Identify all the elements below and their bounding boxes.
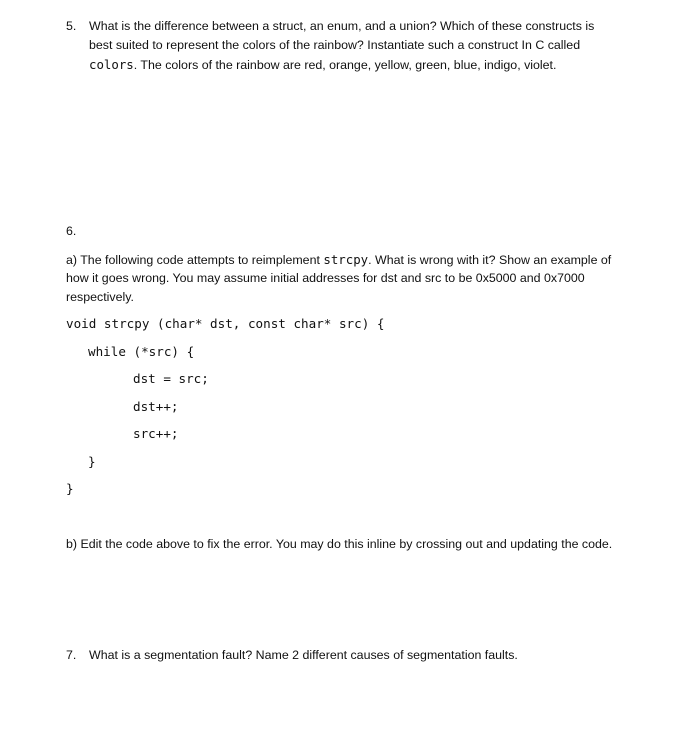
q6a-text-line3: respectively. [66, 290, 134, 304]
code-inc-src-line: src++; [133, 426, 179, 441]
q5-colors-code: colors [89, 57, 134, 72]
code-close-outer-brace: } [66, 481, 74, 496]
q6b-text: b) Edit the code above to fix the error. You may do this inline by crossing out and updating the code. [66, 537, 613, 551]
code-inc-dst-line: dst++; [133, 399, 179, 414]
q5-text-line2: best suited to represent the colors of the rainbow? Instantiate such a construct In C called [89, 38, 581, 52]
q6a-text-line1 [66, 250, 611, 270]
q7-number: 7. [66, 648, 77, 662]
code-signature-line: void strcpy (char* dst, const char* src) { [66, 316, 385, 331]
q7-text: What is a segmentation fault? Name 2 different causes of segmentation faults. [89, 648, 518, 662]
code-close-inner-brace: } [88, 454, 96, 469]
q5-number: 5. [66, 19, 77, 33]
q5-text-line3 [89, 55, 556, 75]
q5-text-line3-rest: . The colors of the rainbow are red, orange, yellow, green, blue, indigo, violet. [133, 58, 557, 72]
code-assign-line: dst = src; [133, 371, 209, 386]
q6a-text-post: . What is wrong with it? Show an example of [368, 253, 612, 267]
q6a-text-pre: a) The following code attempts to reimplement [66, 253, 324, 267]
q6a-text-line2: how it goes wrong. You may assume initial addresses for dst and src to be 0x5000 and 0x7000 [66, 271, 585, 285]
code-while-line: while (*src) { [88, 344, 195, 359]
q6a-strcpy-code: strcpy [323, 252, 369, 267]
q6-number: 6. [66, 224, 77, 238]
q5-text-line1: What is the difference between a struct, an enum, and a union? Which of these constructs is [89, 19, 595, 33]
